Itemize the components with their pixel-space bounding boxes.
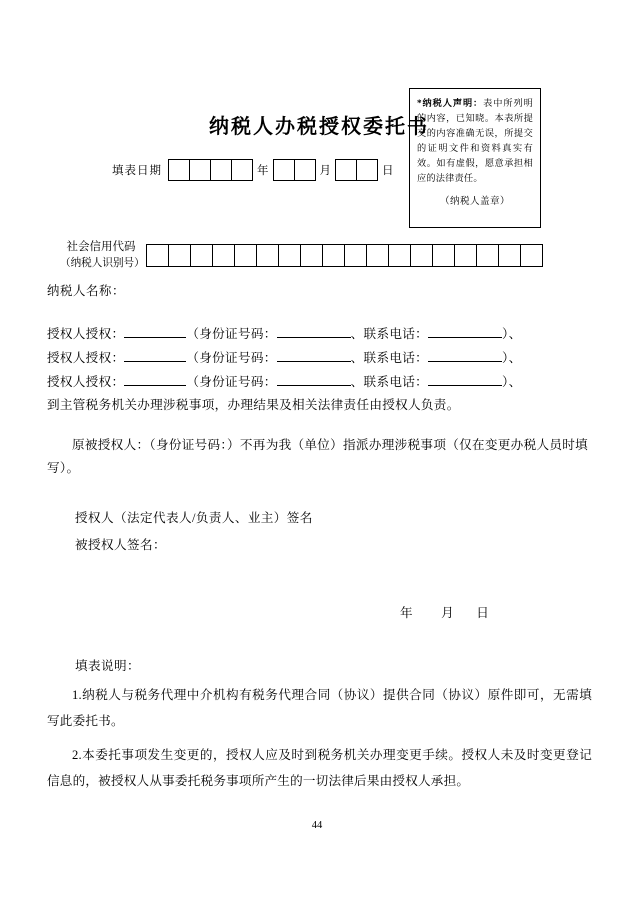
id-label: （身份证号码：: [186, 375, 277, 389]
credit-code-cell[interactable]: [146, 244, 169, 267]
separator: 、: [350, 327, 364, 341]
authorizer-id-field[interactable]: [277, 337, 351, 338]
separator: 、: [350, 375, 364, 389]
signature-date-year: 年: [400, 606, 414, 620]
fill-date-row: [112, 159, 398, 181]
fill-date-day-cells[interactable]: [335, 159, 378, 181]
credit-code-cell[interactable]: [190, 244, 213, 267]
date-year-cell[interactable]: [168, 159, 190, 181]
authorizer-phone-field[interactable]: [428, 361, 502, 362]
authorization-line: [47, 346, 522, 370]
date-year-unit: 年: [257, 165, 269, 177]
credit-code-cells[interactable]: [146, 244, 543, 267]
phone-label: 联系电话：: [363, 327, 429, 341]
date-day-unit: 日: [382, 165, 394, 177]
authorizer-name-field[interactable]: [124, 337, 186, 338]
tax-authority-statement: 到主管税务机关办理涉税事项，办理结果及相关法律责任由授权人负责。: [47, 398, 460, 412]
separator: 、: [350, 351, 364, 365]
declaration-label: *纳税人声明：: [417, 98, 484, 108]
line-suffix: ）、: [502, 375, 522, 389]
former-authorized-statement: 原被授权人：（身份证号码：）不再为我（单位）指派办理涉税事项（仅在变更办税人员时填写）。: [47, 438, 589, 475]
line-suffix: ）、: [502, 327, 522, 341]
signature-date-row: [400, 602, 489, 621]
authorizer-prefix: 授权人授权：: [47, 375, 125, 389]
date-year-cell[interactable]: [210, 159, 232, 181]
credit-code-label-line2: （纳税人识别号）: [60, 257, 145, 269]
id-label: （身份证号码：: [186, 327, 277, 341]
authorizer-name-field[interactable]: [124, 361, 186, 362]
authorizer-id-field[interactable]: [277, 361, 351, 362]
taxpayer-name-label: 纳税人名称：: [47, 284, 125, 298]
date-day-cell[interactable]: [335, 159, 357, 181]
credit-code-cell[interactable]: [344, 244, 367, 267]
authorizer-name-field[interactable]: [124, 385, 186, 386]
date-month-cell[interactable]: [273, 159, 295, 181]
date-month-cell[interactable]: [294, 159, 316, 181]
id-label: （身份证号码：: [186, 351, 277, 365]
credit-code-cell[interactable]: [212, 244, 235, 267]
note-item: 1.纳税人与税务代理中介机构有税务代理合同（协议）提供合同（协议）原件即可，无需填写此委托书。: [47, 688, 592, 728]
declaration-body: 表中所列明的内容，已知晓。本表所提交的内容准确无误，所提交的证明文件和资料真实有效。如有虚假，愿意承担相应的法律责任。: [417, 98, 533, 183]
authorization-line: [47, 370, 522, 394]
signature-date-day: 日: [476, 606, 490, 620]
credit-code-cell[interactable]: [168, 244, 191, 267]
credit-code-cell[interactable]: [256, 244, 279, 267]
note-item: 2.本委托事项发生变更的，授权人应及时到税务机关办理变更手续。授权人未及时变更登记信息的，被授权人从事委托税务事项所产生的一切法律后果由授权人承担。: [47, 748, 592, 788]
credit-code-cell[interactable]: [498, 244, 521, 267]
credit-code-cell[interactable]: [278, 244, 301, 267]
notes-title: 填表说明：: [75, 659, 140, 673]
authorizer-prefix: 授权人授权：: [47, 327, 125, 341]
fill-date-year-cells[interactable]: [168, 159, 253, 181]
signature-block: [75, 505, 313, 559]
authorizer-phone-field[interactable]: [428, 337, 502, 338]
taxpayer-declaration-box: [409, 88, 541, 228]
declaration-seal-note: （纳税人盖章）: [440, 196, 510, 208]
authorizer-prefix: 授权人授权：: [47, 351, 125, 365]
credit-code-cell[interactable]: [454, 244, 477, 267]
authorization-lines: [47, 322, 522, 394]
authorized-signature-label: 被授权人签名：: [75, 538, 166, 552]
authorizer-signature-label: 授权人（法定代表人/负责人、业主）签名: [75, 511, 313, 525]
credit-code-cell[interactable]: [476, 244, 499, 267]
fill-date-label: 填表日期: [112, 165, 162, 177]
fill-date-month-cells[interactable]: [273, 159, 316, 181]
credit-code-cell[interactable]: [410, 244, 433, 267]
phone-label: 联系电话：: [363, 351, 429, 365]
authorizer-phone-field[interactable]: [428, 385, 502, 386]
line-suffix: ）、: [502, 351, 522, 365]
credit-code-cell[interactable]: [300, 244, 323, 267]
date-year-cell[interactable]: [189, 159, 211, 181]
signature-date-month: 月: [441, 606, 455, 620]
credit-code-cell[interactable]: [234, 244, 257, 267]
credit-code-row: [60, 239, 543, 271]
date-year-cell[interactable]: [231, 159, 253, 181]
date-day-cell[interactable]: [356, 159, 378, 181]
notes-list: [47, 682, 592, 802]
credit-code-cell[interactable]: [366, 244, 389, 267]
credit-code-label: [60, 239, 145, 271]
phone-label: 联系电话：: [363, 375, 429, 389]
credit-code-cell[interactable]: [432, 244, 455, 267]
date-month-unit: 月: [319, 165, 331, 177]
authorizer-id-field[interactable]: [277, 385, 351, 386]
page-title: [0, 110, 634, 139]
authorization-line: [47, 322, 522, 346]
credit-code-label-line1: 社会信用代码: [66, 241, 136, 253]
credit-code-cell[interactable]: [388, 244, 411, 267]
credit-code-cell[interactable]: [322, 244, 345, 267]
page-number: 44: [311, 820, 323, 831]
page-title-text: 纳税人办税授权委托书: [209, 116, 429, 138]
credit-code-cell[interactable]: [520, 244, 543, 267]
